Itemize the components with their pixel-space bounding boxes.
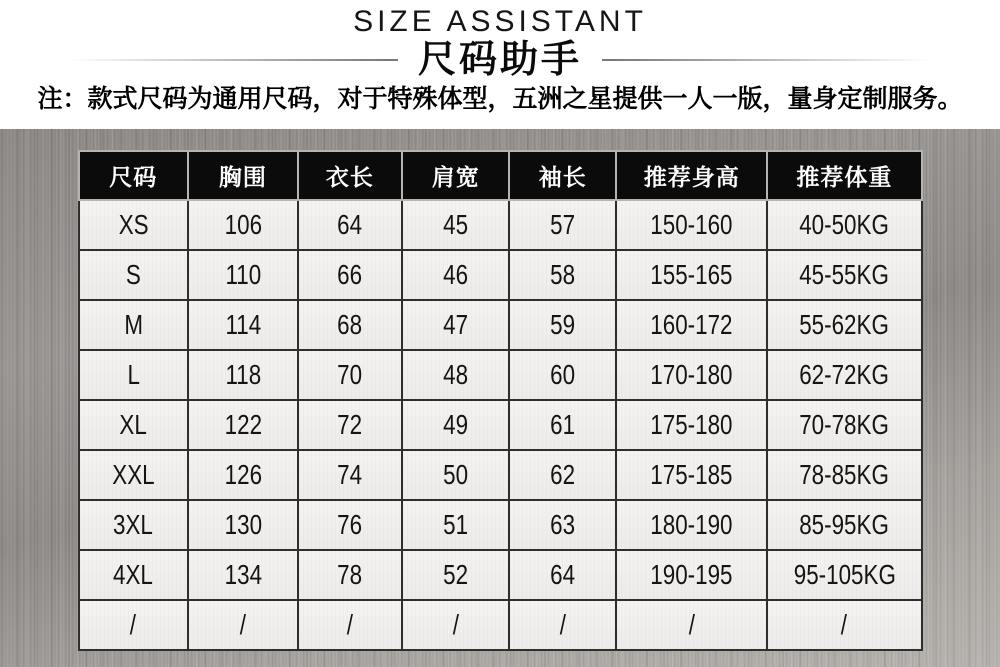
table-cell-value: / <box>130 609 137 640</box>
table-cell <box>402 250 509 300</box>
table-cell <box>616 400 767 450</box>
table-cell-value: 118 <box>225 359 261 390</box>
metal-background <box>0 129 1000 667</box>
table-cell-value: L <box>127 359 140 390</box>
table-cell <box>767 550 921 600</box>
table-cell <box>767 250 921 300</box>
table-cell-value: 47 <box>443 309 469 340</box>
column-header-label: 胸围 <box>218 164 267 190</box>
table-cell-value: 61 <box>550 409 576 440</box>
column-header-label: 尺码 <box>109 164 158 190</box>
table-cell-value: 52 <box>443 559 469 590</box>
table-cell-value: XS <box>118 209 149 240</box>
table-cell <box>298 300 403 350</box>
table-cell <box>79 400 189 450</box>
table-cell-value: 70-78KG <box>799 409 890 440</box>
table-cell <box>402 600 509 650</box>
table-row <box>79 250 922 300</box>
table-cell <box>402 350 509 400</box>
table-header-row <box>79 151 922 200</box>
column-header-label: 袖长 <box>538 164 587 190</box>
table-row <box>79 550 922 600</box>
table-row <box>79 450 922 500</box>
table-cell <box>298 200 403 250</box>
column-header <box>298 151 403 200</box>
table-cell <box>509 550 616 600</box>
table-cell-value: 175-180 <box>650 409 733 440</box>
table-cell-value: 78-85KG <box>799 459 890 490</box>
table-cell-value: 68 <box>337 309 363 340</box>
table-cell-value: 70 <box>337 359 363 390</box>
table-cell <box>79 250 189 300</box>
table-row <box>79 600 922 650</box>
page-title-en: SIZE ASSISTANT <box>353 5 647 38</box>
table-cell-value: 62-72KG <box>799 359 890 390</box>
table-cell <box>402 500 509 550</box>
column-header-label: 肩宽 <box>431 164 480 190</box>
table-cell <box>767 200 921 250</box>
column-header-label: 推荐身高 <box>643 164 740 190</box>
table-cell <box>767 500 921 550</box>
zh-title-row <box>0 39 1000 81</box>
table-cell-value: 180-190 <box>650 509 733 540</box>
table-cell-value: 66 <box>337 259 363 290</box>
table-cell-value: 45-55KG <box>799 259 890 290</box>
table-cell <box>188 200 298 250</box>
table-cell-value: 170-180 <box>650 359 733 390</box>
table-row <box>79 350 922 400</box>
table-cell <box>767 300 921 350</box>
table-cell <box>79 500 189 550</box>
table-cell-value: 114 <box>225 309 261 340</box>
table-cell-value: 72 <box>337 409 363 440</box>
table-cell <box>616 550 767 600</box>
table-cell-value: 3XL <box>113 509 154 540</box>
table-cell-value: / <box>559 609 566 640</box>
table-cell-value: 58 <box>550 259 576 290</box>
table-cell <box>188 550 298 600</box>
table-cell <box>616 450 767 500</box>
note-text: 注：款式尺码为通用尺码，对于特殊体型，五洲之星提供一人一版，量身定制服务。 <box>37 86 963 113</box>
table-cell <box>188 400 298 450</box>
table-cell-value: 50 <box>443 459 469 490</box>
table-cell-value: 150-160 <box>650 209 733 240</box>
table-cell-value: / <box>688 609 695 640</box>
table-cell <box>509 300 616 350</box>
table-cell-value: 46 <box>443 259 469 290</box>
table-cell <box>79 200 189 250</box>
table-cell <box>79 350 189 400</box>
table-body <box>79 200 922 650</box>
table-cell <box>298 600 403 650</box>
table-cell-value: 95-105KG <box>793 559 896 590</box>
table-cell <box>767 400 921 450</box>
column-header <box>188 151 298 200</box>
table-cell <box>79 450 189 500</box>
page-title-zh: 尺码助手 <box>417 39 582 81</box>
table-cell-value: 64 <box>550 559 576 590</box>
table-cell <box>616 500 767 550</box>
table-cell-value: 106 <box>224 209 262 240</box>
table-cell <box>79 600 189 650</box>
table-cell-value: 62 <box>550 459 576 490</box>
table-cell-value: 78 <box>337 559 363 590</box>
table-cell-value: XL <box>119 409 147 440</box>
table-cell <box>188 300 298 350</box>
table-cell <box>616 200 767 250</box>
table-cell <box>616 250 767 300</box>
size-table <box>78 150 923 651</box>
table-cell-value: 59 <box>550 309 576 340</box>
table-cell <box>402 400 509 450</box>
table-cell-value: 155-165 <box>650 259 733 290</box>
table-cell-value: 40-50KG <box>799 209 890 240</box>
table-cell-value: / <box>346 609 354 640</box>
column-header <box>402 151 509 200</box>
table-row <box>79 400 922 450</box>
column-header <box>79 151 189 200</box>
table-cell-value: 51 <box>443 509 469 540</box>
table-row <box>79 200 922 250</box>
column-header <box>509 151 616 200</box>
table-cell-value: / <box>841 609 848 640</box>
table-cell <box>402 300 509 350</box>
table-cell <box>509 350 616 400</box>
table-cell <box>509 450 616 500</box>
table-cell-value: 85-95KG <box>799 509 890 540</box>
table-cell-value: 63 <box>550 509 576 540</box>
table-cell-value: 4XL <box>113 559 154 590</box>
table-cell-value: / <box>452 609 459 640</box>
table-cell-value: 60 <box>550 359 576 390</box>
title-divider-left <box>68 59 398 61</box>
table-cell-value: 130 <box>224 509 262 540</box>
table-cell <box>616 300 767 350</box>
table-row <box>79 300 922 350</box>
table-row <box>79 500 922 550</box>
table-cell-value: 175-185 <box>650 459 733 490</box>
table-cell-value: 160-172 <box>650 309 733 340</box>
table-cell <box>509 600 616 650</box>
table-cell-value: 190-195 <box>650 559 733 590</box>
table-cell-value: 110 <box>225 259 261 290</box>
table-cell-value: 48 <box>443 359 469 390</box>
table-cell-value: XXL <box>112 459 155 490</box>
table-cell <box>767 350 921 400</box>
table-cell-value: 134 <box>224 559 262 590</box>
table-cell-value: 74 <box>337 459 363 490</box>
table-cell-value: 55-62KG <box>799 309 890 340</box>
table-cell-value: 45 <box>443 209 469 240</box>
table-cell <box>509 200 616 250</box>
table-cell-value: 57 <box>550 209 576 240</box>
table-cell <box>188 600 298 650</box>
table-cell <box>767 450 921 500</box>
table-cell <box>188 250 298 300</box>
table-cell <box>79 550 189 600</box>
table-cell <box>298 500 403 550</box>
title-section <box>0 0 1000 129</box>
column-header-label: 衣长 <box>325 164 374 190</box>
table-cell <box>402 450 509 500</box>
table-cell <box>298 400 403 450</box>
table-cell-value: 64 <box>337 209 363 240</box>
table-cell <box>188 350 298 400</box>
table-cell <box>616 350 767 400</box>
column-header-label: 推荐体重 <box>796 164 893 190</box>
table-cell <box>188 450 298 500</box>
table-cell <box>402 200 509 250</box>
table-cell-value: 76 <box>337 509 363 540</box>
table-cell-value: 126 <box>224 459 262 490</box>
table-cell <box>616 600 767 650</box>
table-cell <box>509 250 616 300</box>
table-cell-value: / <box>239 609 246 640</box>
table-cell <box>402 550 509 600</box>
table-cell-value: S <box>125 259 141 290</box>
table-cell <box>298 250 403 300</box>
table-header-row <box>79 151 922 200</box>
table-cell <box>79 300 189 350</box>
table-cell <box>509 400 616 450</box>
table-cell <box>298 550 403 600</box>
table-cell-value: 122 <box>224 409 262 440</box>
table-cell-value: M <box>123 309 143 340</box>
table-cell <box>509 500 616 550</box>
column-header <box>767 151 921 200</box>
title-divider-right <box>602 59 932 61</box>
table-cell <box>298 450 403 500</box>
table-cell <box>767 600 921 650</box>
table-cell <box>298 350 403 400</box>
table-cell-value: 49 <box>443 409 469 440</box>
column-header <box>616 151 767 200</box>
table-cell <box>188 500 298 550</box>
